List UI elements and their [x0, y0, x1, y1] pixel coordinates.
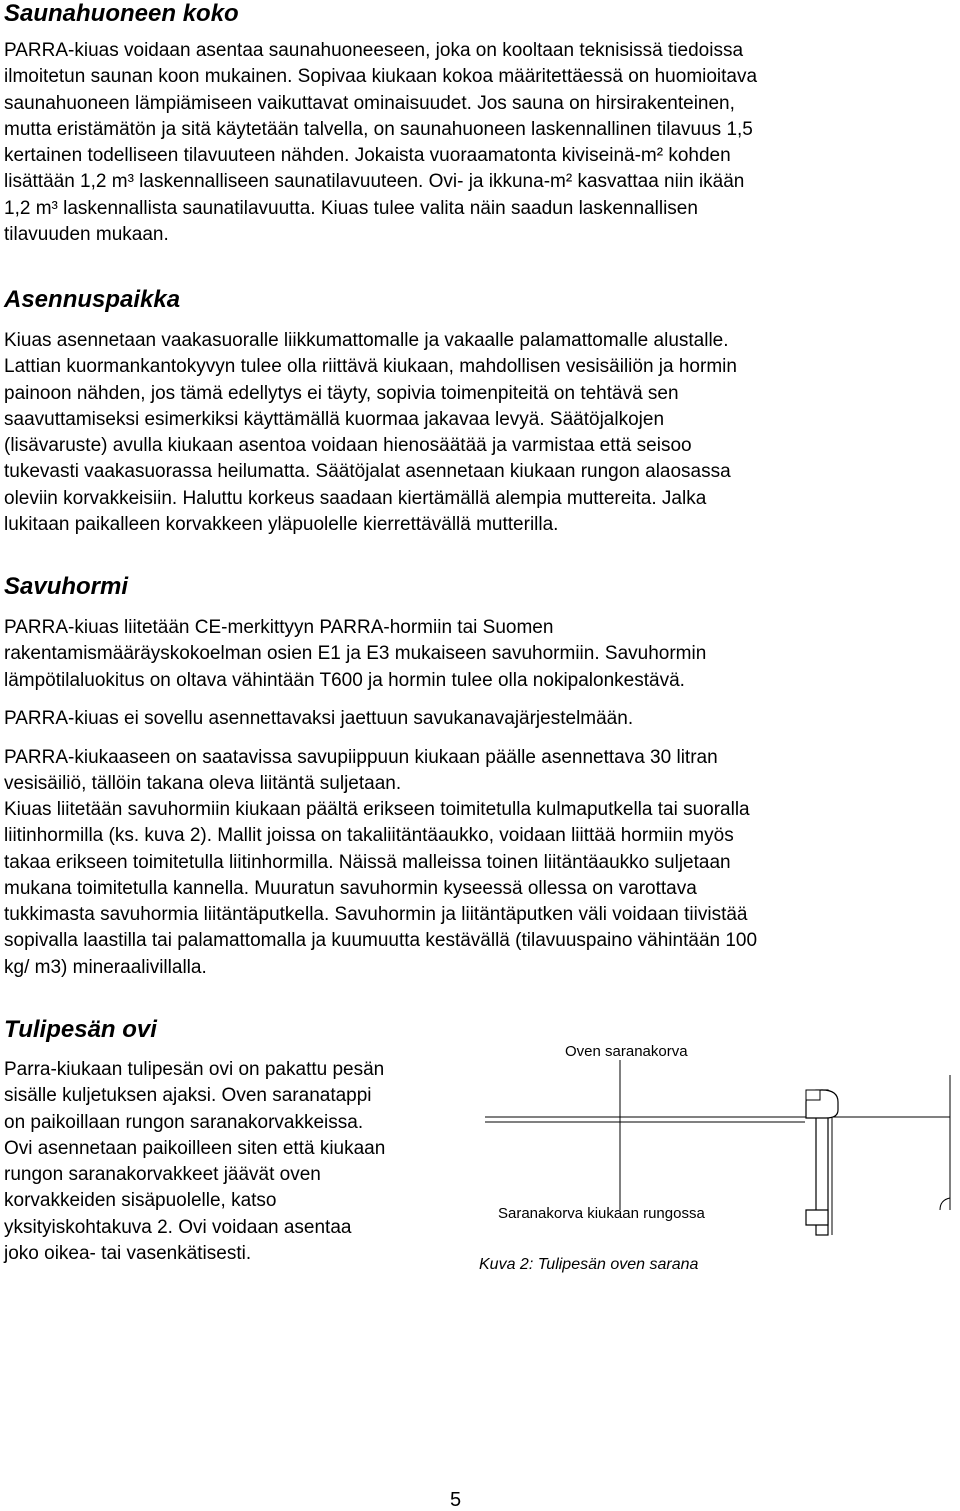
paragraph-asennuspaikka: [4, 328, 737, 538]
label-oven-saranakorva: Oven saranakorva: [565, 1043, 688, 1060]
text-line: lukitaan paikalleen korvakkeen yläpuolelle kierrettävällä mutterilla.: [4, 514, 559, 536]
text-line: mukana toimitetulla kannella. Muuratun savuhormin kyseessä ollessa on varottava: [4, 877, 697, 899]
text-line: sopivalla laastilla tai palamattomalla ja kuumuutta kestävällä (tilavuuspaino vähintään 100: [4, 930, 758, 952]
text-line: tukkimasta savuhormia liitäntäputkella. Savuhormin ja liitäntäputken väli voidaan tiivistää: [4, 904, 748, 926]
text-line: painoon nähden, jos tämä edellytys ei täyty, sopivia toimenpiteitä on tehtävä sen: [4, 382, 679, 404]
hinge-drawing: [470, 1020, 960, 1290]
text-line: PARRA-kiuas liitetään CE-merkittyyn PARRA-hormiin tai Suomen: [4, 617, 554, 638]
heading-savuhormi: Savuhormi: [4, 573, 129, 600]
body-hinge-ear: [806, 1210, 828, 1225]
text-line: saavuttamiseksi esimerkiksi käyttämällä kuormaa jakavaa levyä. Säätöjalkojen: [4, 408, 665, 430]
text-line: rungon saranakorvakkeet jäävät oven: [4, 1164, 321, 1186]
text-line: Kiuas liitetään savuhormiin kiukaan päältä erikseen toimitetulla kulmaputkella tai suoralla: [4, 799, 750, 820]
figure-caption: Kuva 2: Tulipesän oven sarana: [479, 1256, 699, 1273]
paragraph-savuhormi-2: [4, 706, 633, 732]
text-line: sisälle kuljetuksen ajaksi. Oven saranatappi: [4, 1085, 372, 1107]
heading-tulipesan-ovi: Tulipesän ovi: [4, 1016, 157, 1043]
text-line: joko oikea- tai vasenkätisesti.: [4, 1243, 252, 1265]
text-line: korvakkeiden sisäpuolelle, katso: [4, 1190, 277, 1212]
text-line: mutta eristämätön ja sitä käytetään talvella, on saunahuoneen laskennallinen tilavuus 1,5: [4, 118, 753, 140]
text-line: tilavuuden mukaan.: [4, 224, 169, 246]
paragraph-savuhormi-4: [4, 797, 757, 981]
paragraph-saunahuoneen-koko: [4, 38, 757, 248]
text-line: 1,2 m³ laskennallista saunatilavuutta. Kiuas tulee valita näin saadun laskennallisen: [4, 197, 698, 219]
text-line: PARRA-kiuas voidaan asentaa saunahuoneeseen, joka on kooltaan teknisissä tiedoissa: [4, 40, 744, 61]
text-line: PARRA-kiukaaseen on saatavissa savupiippuun kiukaan päälle asennettava 30 litran: [4, 747, 718, 768]
text-line: Parra-kiukaan tulipesän ovi on pakattu pesän: [4, 1059, 385, 1080]
text-line: Kiuas asennetaan vaakasuoralle liikkumattomalle ja vakaalle palamattomalle alustalle.: [4, 330, 729, 351]
text-line: vesisäiliö, tällöin takana oleva liitäntä suljetaan.: [4, 773, 402, 795]
text-line: oleviin korvakkeisiin. Haluttu korkeus saadaan kiertämällä alempia muttereita. Jalka: [4, 487, 707, 509]
text-line: (lisävaruste) avulla kiukaan asentoa voidaan hienosäätää ja varmistaa että seisoo: [4, 435, 692, 457]
text-line: takaa erikseen toimitetulla liitinhormilla. Näissä malleissa toinen liitäntäaukko suljetaan: [4, 851, 731, 873]
paragraph-tulipesan-ovi: [4, 1057, 474, 1267]
hinge-figure: [470, 1020, 960, 1290]
paragraph-savuhormi-3: [4, 745, 718, 798]
text-line: saunahuoneen lämpiämiseen vaikuttavat ominaisuudet. Jos sauna on hirsirakenteinen,: [4, 92, 735, 114]
text-line: lämpötilaluokitus on oltava vähintään T600 ja hormin tulee olla nokipalonkestävä.: [4, 669, 685, 691]
text-line: yksityiskohtakuva 2. Ovi voidaan asentaa: [4, 1216, 352, 1238]
text-line: tukevasti vaakasuorassa heilumatta. Säätöjalat asennetaan kiukaan rungon alaosassa: [4, 461, 731, 483]
text-line: rakentamismääräyskokoelman osien E1 ja E3 mukaiseen savuhormiin. Savuhormin: [4, 643, 707, 665]
text-line: kertainen todelliseen tilavuuteen nähden. Jokaista vuoraamatonta kiviseinä-m² kohden: [4, 145, 731, 167]
paragraph-savuhormi-1: [4, 615, 706, 694]
text-line: Lattian kuormankantokyvyn tulee olla riittävä kiukaan, mahdollisen vesisäiliön ja hormin: [4, 356, 737, 378]
text-line: Ovi asennetaan paikoilleen siten että kiukaan: [4, 1137, 386, 1159]
label-saranakorva-rungossa: Saranakorva kiukaan rungossa: [498, 1205, 705, 1222]
text-line: ilmoitetun saunan koon mukainen. Sopivaa kiukaan kokoa määritettäessä on huomioitava: [4, 66, 758, 88]
stove-corner: [940, 1198, 950, 1210]
text-line: PARRA-kiuas ei sovellu asennettavaksi jaettuun savukanavajärjestelmään.: [4, 708, 634, 729]
heading-saunahuoneen-koko: Saunahuoneen koko: [4, 0, 239, 27]
heading-asennuspaikka: Asennuspaikka: [4, 286, 181, 313]
text-line: liitinhormilla (ks. kuva 2). Mallit joissa on takaliitäntäaukko, voidaan liittää hormiin myös: [4, 825, 734, 847]
text-line: on paikoillaan rungon saranakorvakkeissa.: [4, 1111, 364, 1133]
page-number: 5: [450, 1489, 462, 1511]
text-line: kg/ m3) mineraalivillalla.: [4, 956, 207, 978]
door-hinge-ear: [806, 1090, 820, 1100]
text-line: lisättään 1,2 m³ laskennalliseen saunatilavuuteen. Ovi- ja ikkuna-m² kasvattaa niin ikään: [4, 171, 745, 193]
